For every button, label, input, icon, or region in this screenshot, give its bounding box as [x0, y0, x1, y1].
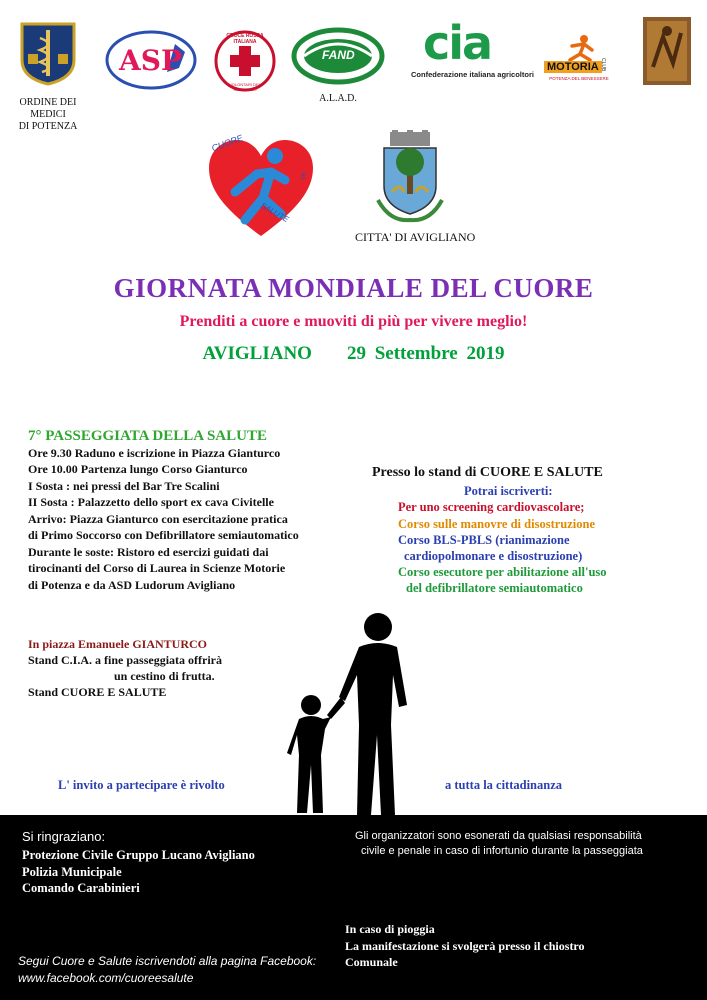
piazza-line: Stand CUORE E SALUTE — [28, 685, 167, 699]
rain-line2: La manifestazione si svolgerà presso il chiostro — [345, 938, 585, 953]
alad-logo — [290, 24, 386, 88]
facebook-link[interactable]: www.facebook.com/cuoreesalute — [18, 971, 194, 985]
asp-logo-text: ASP — [119, 44, 182, 77]
page-subtitle: Prenditi a cuore e muoviti di più per vivere meglio! — [179, 313, 528, 330]
cuore-text-1: CUORE — [210, 132, 245, 154]
alad-logo-text: FAND — [322, 48, 355, 62]
disclaimer-line2: civile e penale in caso di infortunio durante la passeggiata — [361, 845, 643, 857]
cia-caption: Confederazione italiana agricoltori — [411, 70, 534, 79]
croce-rossa-logo — [214, 30, 276, 92]
cuore-salute-logo — [205, 132, 317, 242]
motoria-logo — [540, 34, 620, 84]
walk-line: Ore 10.00 Partenza lungo Corso Gianturco — [28, 462, 248, 476]
facebook-line1: Segui Cuore e Salute iscrivendoti alla pagina Facebook: — [18, 954, 317, 968]
piazza-section — [28, 636, 222, 700]
thanks-item: Protezione Civile Gruppo Lucano Avigliano — [22, 848, 255, 862]
footer-band — [0, 815, 707, 1000]
walk-section — [28, 428, 299, 593]
thanks-item: Polizia Municipale — [22, 864, 122, 879]
ordine-medici-logo — [18, 20, 78, 86]
walk-line: I Sosta : nei pressi del Bar Tre Scalini — [28, 478, 220, 493]
stand-sub: Potrai iscriverti: — [464, 484, 553, 499]
corner-artwork — [643, 17, 691, 85]
event-dateline — [0, 343, 707, 365]
motoria-text: MOTORIA — [544, 61, 602, 73]
stand-item-bls-1: Corso BLS-PBLS (rianimazione — [398, 532, 570, 547]
piazza-line: un cestino di frutta. — [114, 669, 215, 683]
stand-item-bls-2: cardiopolmonare e disostruzione) — [404, 549, 583, 564]
runner-icon — [562, 34, 602, 62]
avigliano-crest — [370, 130, 450, 225]
thanks-list — [22, 847, 255, 897]
walk-line: II Sosta : Palazzetto dello sport ex cava Civitelle — [28, 495, 274, 509]
page-title: GIORNATA MONDIALE DEL CUORE — [113, 273, 594, 303]
facebook-notice — [18, 953, 316, 987]
parent-child-silhouette — [285, 605, 425, 820]
stand-item-disostruzione: Corso sulle manovre di disostruzione — [398, 516, 595, 531]
motoria-club: CLUB — [600, 58, 606, 72]
silhouette-icon — [285, 605, 425, 820]
ordine-medici-crest-icon — [18, 20, 78, 86]
walk-line: Arrivo: Piazza Gianturco con esercitazione pratica — [28, 511, 288, 526]
disclaimer-line1: Gli organizzatori sono esonerati da qualsiasi responsabilità — [355, 830, 642, 842]
rain-line3: Comunale — [345, 955, 398, 969]
event-date: 29 Settembre 2019 — [346, 343, 505, 364]
ordine-medici-caption — [8, 97, 88, 133]
motoria-sub: POTENZA DEL BENESSERE — [549, 76, 609, 81]
asp-logo — [105, 30, 197, 90]
croce-rossa-text: CROCE ROSSA ITALIANA — [226, 33, 264, 45]
avigliano-crest-icon — [370, 130, 450, 225]
ordine-caption-line1: ORDINE DEI MEDICI — [19, 97, 77, 120]
walk-line: tirocinanti del Corso di Laurea in Scienze Motorie — [28, 561, 286, 575]
disclaimer — [355, 829, 643, 859]
piazza-heading: In piazza Emanuele GIANTURCO — [28, 637, 208, 651]
cuore-text-2: E — [301, 172, 307, 181]
stand-item-defib-1: Corso esecutore per abilitazione all'uso — [398, 565, 607, 580]
croce-rossa-sub: VOLONTARI DEL SOCCORSO — [229, 82, 261, 92]
cia-logo-text: cia — [423, 16, 492, 70]
thanks-label: Si ringraziano: — [22, 829, 106, 844]
stand-item-defib-2: del defibrillatore semiautomatico — [406, 581, 583, 596]
event-location: AVIGLIANO — [202, 343, 312, 364]
walk-line: Durante le soste: Ristoro ed esercizi guidati dai — [28, 544, 269, 559]
piazza-line: Stand C.I.A. a fine passeggiata offrirà — [28, 653, 222, 667]
walk-heading: 7° PASSEGGIATA DELLA SALUTE — [28, 428, 267, 444]
cia-logo — [405, 16, 540, 82]
walk-line: Ore 9.30 Raduno e iscrizione in Piazza Gianturco — [28, 445, 281, 460]
stand-section — [372, 465, 607, 597]
thanks-item: Comando Carabinieri — [22, 881, 140, 895]
rain-line1: In caso di pioggia — [345, 922, 435, 936]
invite-left: L' invito a partecipare è rivolto — [58, 778, 225, 792]
ordine-caption-line2: DI POTENZA — [18, 121, 78, 132]
stand-heading: Presso lo stand di CUORE E SALUTE — [372, 465, 603, 480]
cuore-text-3: SALUTE — [258, 200, 291, 225]
invite-right: a tutta la cittadinanza — [445, 778, 563, 792]
stand-item-screening: Per uno screening cardiovascolare; — [398, 500, 585, 515]
artwork-icon — [643, 17, 691, 85]
avigliano-caption: CITTA' DI AVIGLIANO — [355, 230, 476, 244]
walk-line: di Potenza e da ASD Ludorum Avigliano — [28, 577, 236, 592]
walk-line: di Primo Soccorso con Defibrillatore semiautomatico — [28, 528, 299, 542]
alad-caption: A.L.A.D. — [319, 93, 357, 104]
rain-notice — [345, 921, 585, 971]
